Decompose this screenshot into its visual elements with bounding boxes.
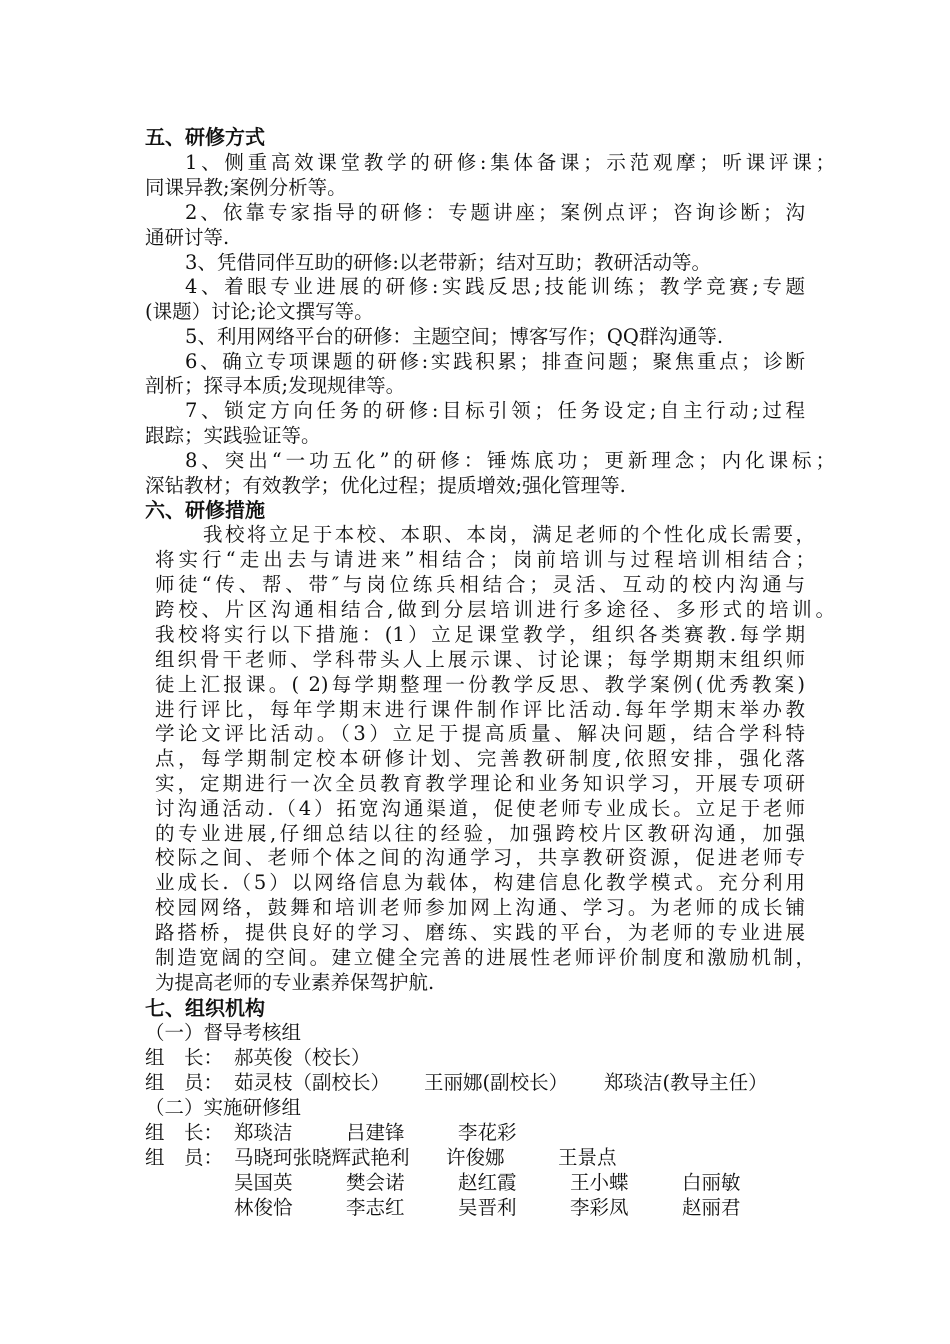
group-2-member: 王小蝶 [570,1171,629,1194]
group-2-leader: 吕建锋 [346,1121,405,1144]
s5-line: 通研讨等. [145,226,230,249]
group-2-member: 许俊娜 [446,1146,505,1169]
s6-line: 将实行“走出去与请进来”相结合；岗前培训与过程培训相结合； [155,548,815,571]
s5-line: 4、着眼专业进展的研修:实践反思;技能训练；教学竞赛;专题 [185,275,805,298]
group-2-member: 李彩凤 [570,1196,629,1219]
s6-line: 徒上汇报课。( 2)每学期整理一份教学反思、教学案例(优秀教案) [155,673,805,696]
section-5-heading: 五、研修方式 [145,125,265,149]
group-2-member: 王景点 [558,1146,617,1169]
s5-line: (课题）讨论;论文撰写等。 [145,300,374,323]
group-1-title: （一）督导考核组 [145,1021,302,1044]
section-7-heading: 七、组织机构 [145,996,265,1020]
group-2-member-label: 组 员： [145,1146,224,1169]
group-2-title: （二）实施研修组 [145,1096,302,1119]
group-1-member: 茹灵枝（副校长） [234,1071,391,1094]
s5-line: 2、依靠专家指导的研修：专题讲座；案例点评；咨询诊断；沟 [185,201,805,224]
group-2-member: 白丽敏 [682,1171,741,1194]
s6-line: 实，定期进行一次全员教育教学理论和业务知识学习，开展专项研 [155,772,805,795]
section-6-heading: 六、研修措施 [145,498,265,522]
group-2-member: 吴晋利 [458,1196,517,1219]
group-2-leader: 郑琰洁 [234,1121,293,1144]
s6-line: 讨沟通活动.（4）拓宽沟通渠道，促使老师专业成长。立足于老师 [155,797,805,820]
group-2-member: 赵丽君 [682,1196,741,1219]
s5-line: 5、利用网络平台的研修：主题空间；博客写作；QQ群沟通等. [185,325,724,348]
s6-line: 为提高老师的专业素养保驾护航. [155,971,435,994]
s6-line: 校际之间、老师个体之间的沟通学习，共享教研资源，促进老师专 [155,846,805,869]
group-2-member: 李志红 [346,1196,405,1219]
s6-line: 点，每学期制定校本研修计划、完善教研制度,依照安排，强化落 [155,747,805,770]
group-1-leader: 郝英俊（校长） [234,1046,371,1069]
s6-line: 师徒“传、帮、带″与岗位练兵相结合；灵活、互动的校内沟通与 [155,573,805,596]
group-1-leader-label: 组 长： [145,1046,224,1069]
s6-line: 跨校、片区沟通相结合,做到分层培训进行多途径、多形式的培训。 [155,598,835,621]
s6-line: 业成长.（5）以网络信息为载体，构建信息化教学模式。充分利用 [155,871,805,894]
s5-line: 剖析；探寻本质;发现规律等。 [145,374,406,397]
s5-line: 跟踪；实践验证等。 [145,424,321,447]
s6-line: 进行评比，每年学期末进行课件制作评比活动.每年学期末举办教 [155,698,805,721]
group-2-leader: 李花彩 [458,1121,517,1144]
s5-line: 6、确立专项课题的研修:实践积累；排查问题；聚焦重点；诊断 [185,350,805,373]
group-2-member: 马晓珂张晓辉武艳利 [234,1146,410,1169]
s6-line: 的专业进展,仔细总结以往的经验，加强跨校片区教研沟通，加强 [155,822,805,845]
group-2-member: 樊会诺 [346,1171,405,1194]
s5-line: 同课异教;案例分析等。 [145,176,347,199]
s6-line: 我校将实行以下措施：(1）立足课堂教学，组织各类赛教.每学期 [155,623,805,646]
s6-line: 路搭桥，提供良好的学习、磨练、实践的平台，为老师的专业进展 [155,921,805,944]
group-2-member: 吴国英 [234,1171,293,1194]
s5-line: 深钻教材；有效教学；优化过程；提质增效;强化管理等. [145,474,626,497]
s5-line: 7、锁定方向任务的研修:目标引领；任务设定;自主行动;过程 [185,399,805,422]
s5-line: 1、侧重高效课堂教学的研修:集体备课；示范观摩；听课评课； [185,151,835,174]
group-2-leader-label: 组 长： [145,1121,224,1144]
group-1-member-label: 组 员： [145,1071,224,1094]
s6-line: 学论文评比活动。（3）立足于提高质量、解决问题，结合学科特 [155,722,805,745]
group-1-member: 王丽娜(副校长） [424,1071,569,1094]
s6-line: 校园网络，鼓舞和培训老师参加网上沟通、学习。为老师的成长铺 [155,896,805,919]
s6-line: 组织骨干老师、学科带头人上展示课、讨论课；每学期期末组织师 [155,648,805,671]
s5-line: 8、突出“一功五化”的研修：锤炼底功；更新理念；内化课标； [185,449,835,472]
group-2-member: 赵红霞 [458,1171,517,1194]
group-1-member: 郑琰洁(教导主任） [604,1071,768,1094]
s6-line: 我校将立足于本校、本职、本岗，满足老师的个性化成长需要， [203,523,815,546]
s5-line: 3、凭借同伴互助的研修:以老带新；结对互助；教研活动等。 [185,251,711,274]
group-2-member: 林俊恰 [234,1196,293,1219]
s6-line: 制造宽阔的空间。建立健全完善的进展性老师评价制度和激励机制， [155,946,815,969]
